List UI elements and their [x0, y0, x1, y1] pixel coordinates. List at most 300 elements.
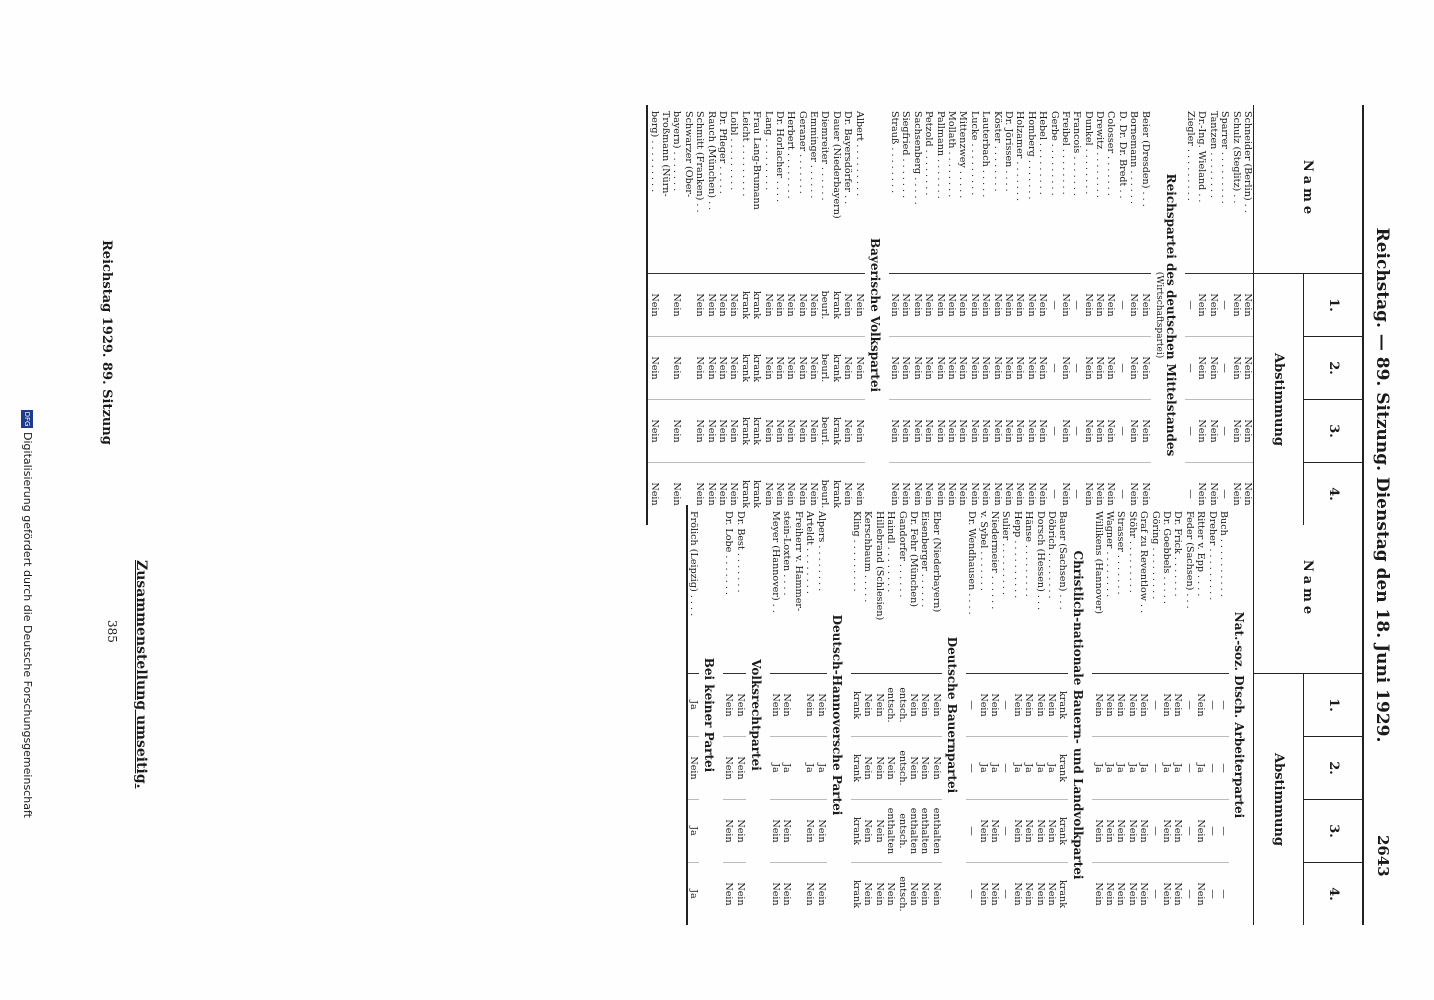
vote-cell: krank: [739, 479, 751, 509]
vote-cell: Nein: [1003, 337, 1014, 400]
vote-cell: Nein: [842, 482, 854, 506]
vote-cell: Nein: [1060, 400, 1071, 463]
vote-cell: —: [1183, 800, 1194, 863]
vote-cell: Nein: [908, 882, 920, 906]
vote-cell: —: [1218, 737, 1229, 800]
vote-cell: —: [1116, 274, 1127, 337]
vote-cell: Nein: [1138, 882, 1150, 906]
vote-cell: Nein: [853, 337, 864, 400]
member-name: Dunkel . . . . . . . .: [1082, 105, 1093, 274]
left-table-body: [648, 105, 1253, 525]
vote-cell: Nein: [717, 337, 728, 400]
vote-cell: Nein: [911, 274, 922, 337]
table-row: [1094, 105, 1105, 525]
vote-cell: —: [1183, 889, 1195, 899]
table-row: [1025, 105, 1036, 525]
vote-cell: Nein: [1037, 400, 1048, 463]
vote-cell: Nein: [1092, 674, 1103, 737]
vote-cell: [682, 337, 693, 400]
vote-cell: Nein: [804, 800, 815, 863]
vote-cell: Nein: [728, 482, 740, 506]
vote-cell: Nein: [774, 400, 785, 463]
table-row: [919, 505, 930, 925]
vote-cell: —: [1183, 737, 1194, 800]
vote-cell: Nein: [815, 800, 826, 863]
vote-cell: —: [1206, 889, 1218, 899]
vote-number: 1.: [1304, 274, 1362, 337]
vote-cell: Ja: [1034, 737, 1045, 800]
vote-cell: —: [1116, 337, 1127, 400]
vote-cell: Nein: [723, 737, 734, 800]
vote-cell: Nein: [923, 337, 934, 400]
table-row: [946, 105, 957, 525]
vote-cell: Ja: [1161, 737, 1172, 800]
vote-cell: Nein: [1014, 337, 1025, 400]
vote-cell: krank: [739, 400, 750, 463]
member-name: Diemreiter . . . . . .: [819, 105, 830, 274]
table-row: [1195, 505, 1206, 925]
vote-cell: Nein: [1104, 674, 1115, 737]
table-row: [734, 505, 745, 925]
vote-cell: Nein: [1023, 882, 1035, 906]
vote-cell: krank: [739, 274, 750, 337]
vote-cell: beurl.: [819, 479, 831, 509]
vote-cell: Nein: [842, 400, 853, 463]
vote-cell: Ja: [688, 800, 699, 863]
vote-cell: Nein: [808, 482, 820, 506]
vote-cell: —: [1000, 800, 1011, 863]
vote-cell: Nein: [968, 274, 979, 337]
member-name: Tantzen . . . . . . . .: [1207, 105, 1218, 274]
vote-cell: [682, 400, 693, 463]
vote-cell: Nein: [1128, 337, 1139, 400]
member-name: stein-Loxten . . . .: [781, 505, 792, 674]
vote-cell: Nein: [785, 274, 796, 337]
vote-cell: Nein: [1014, 274, 1025, 337]
vote-cell: Nein: [923, 482, 935, 506]
table-row: [688, 505, 699, 925]
vote-cell: Nein: [1139, 400, 1150, 463]
vote-cell: Nein: [785, 482, 797, 506]
vote-cell: Nein: [1105, 274, 1116, 337]
vote-cell: —: [1206, 737, 1217, 800]
vote-cell: Nein: [946, 482, 958, 506]
vote-cell: Nein: [1139, 482, 1151, 506]
member-name: Homberg . . . . . . .: [1025, 105, 1036, 274]
vote-cell: Nein: [716, 482, 728, 506]
vote-cell: Nein: [762, 400, 773, 463]
vote-cell: Nein: [1003, 400, 1014, 463]
vote-cell: Nein: [853, 400, 864, 463]
party-heading: Reichspartei des deutschen Mittelstandes: [1163, 173, 1178, 457]
table-row: [1003, 105, 1014, 525]
vote-cell: Nein: [796, 400, 807, 463]
table-row: [980, 105, 991, 525]
vote-cell: Nein: [1104, 882, 1116, 906]
vote-cell: krank: [851, 879, 863, 909]
party-heading: Bei keiner Partei: [701, 657, 716, 773]
vote-cell: entsch.: [896, 737, 907, 800]
vote-cell: Nein: [1196, 337, 1207, 400]
page-number: 2643: [1374, 835, 1392, 877]
vote-cell: [793, 800, 804, 863]
vote-cell: —: [966, 674, 977, 737]
vote-cell: Nein: [946, 337, 957, 400]
table-row: [1139, 105, 1150, 525]
vote-cell: Nein: [808, 337, 819, 400]
vote-cell: Nein: [991, 482, 1003, 506]
vote-cell: Nein: [889, 274, 900, 337]
table-row: [831, 105, 842, 525]
member-name: v. Sybel . . . . . . .: [977, 505, 988, 674]
vote-cell: Nein: [762, 482, 774, 506]
vote-cell: Nein: [671, 482, 683, 506]
vote-cell: —: [1048, 400, 1059, 463]
vote-cell: Nein: [1242, 482, 1253, 506]
member-name: Köster . . . . . . . .: [991, 105, 1002, 274]
vote-cell: Nein: [853, 274, 864, 337]
vote-cell: Nein: [1011, 882, 1023, 906]
vote-cell: Nein: [1126, 800, 1137, 863]
table-row: [1082, 105, 1093, 525]
vote-cell: Nein: [694, 337, 705, 400]
vote-cell: Nein: [1023, 674, 1034, 737]
member-name: Schulz (Steglitz) . .: [1230, 105, 1241, 274]
vote-cell: Nein: [728, 337, 739, 400]
table-row: [1115, 505, 1126, 925]
member-name: Rauch (München) . .: [705, 105, 716, 274]
vote-numbers: [1303, 674, 1362, 925]
member-name: Kling . . . . . . . . .: [851, 505, 862, 674]
vote-cell: Nein: [1025, 274, 1036, 337]
table-row: [1011, 505, 1022, 925]
vote-cell: Nein: [862, 800, 873, 863]
table-row: [1023, 505, 1034, 925]
vote-cell: Nein: [957, 274, 968, 337]
vote-cell: —: [966, 889, 978, 899]
vote-cell: Nein: [911, 482, 923, 506]
vote-cell: —: [1071, 489, 1083, 499]
vote-cell: Ja: [770, 737, 781, 800]
left-column: [646, 105, 1364, 525]
table-row: [660, 105, 671, 525]
vote-cell: Nein: [815, 674, 826, 737]
vote-cell: Nein: [1196, 274, 1207, 337]
member-name: Dr. Frick . . . . . . .: [1172, 505, 1183, 674]
vote-cell: krank: [751, 274, 762, 337]
vote-cell: Nein: [946, 274, 957, 337]
vote-cell: Nein: [1082, 337, 1093, 400]
vote-cell: Nein: [873, 737, 884, 800]
member-name: Sulier . . . . . . . . .: [1000, 505, 1011, 674]
vote-cell: [793, 674, 804, 737]
vote-cell: Nein: [1196, 482, 1208, 506]
vote-number: 3.: [1304, 800, 1362, 863]
table-row: [671, 105, 682, 525]
member-name: Bauer (Sachsen) . . .: [1057, 505, 1068, 674]
vote-cell: Nein: [1060, 274, 1071, 337]
member-name: Haindl . . . . . . . .: [885, 505, 896, 674]
vote-cell: Nein: [1060, 337, 1071, 400]
vote-cell: Nein: [1094, 400, 1105, 463]
vote-cell: Nein: [762, 337, 773, 400]
vote-cell: Nein: [648, 482, 660, 506]
vote-cell: Nein: [911, 400, 922, 463]
table-row: [966, 505, 977, 925]
table-row: [889, 105, 900, 525]
vote-cell: krank: [739, 337, 750, 400]
vote-cell: Nein: [1002, 482, 1014, 506]
vote-cell: —: [1116, 489, 1128, 499]
vote-cell: Nein: [1128, 482, 1140, 506]
table-row: [739, 105, 750, 525]
table-row: [957, 105, 968, 525]
member-name: Petzold . . . . . . . .: [923, 105, 934, 274]
member-name: Holzamer . . . . . . .: [1014, 105, 1025, 274]
vote-cell: Nein: [957, 482, 969, 506]
vote-cell: —: [1149, 889, 1161, 899]
table-row: [819, 105, 830, 525]
table-row: [908, 505, 919, 925]
member-name: Herbert . . . . . . . .: [785, 105, 796, 274]
vote-cell: Nein: [853, 482, 865, 506]
vote-cell: —: [1071, 274, 1082, 337]
table-row: [1242, 105, 1253, 525]
vote-cell: Nein: [1082, 274, 1093, 337]
vote-cell: Nein: [988, 882, 1000, 906]
member-name: Eber (Niederbayern): [930, 505, 941, 674]
vote-number: 3.: [1304, 400, 1362, 463]
table-row: [930, 505, 941, 925]
vote-cell: Nein: [900, 274, 911, 337]
vote-cell: Nein: [671, 337, 682, 400]
member-name: Wagner . . . . . . . .: [1104, 505, 1115, 674]
vote-cell: Nein: [808, 400, 819, 463]
vote-number: 2.: [1304, 337, 1362, 400]
vote-cell: —: [1149, 674, 1160, 737]
member-name: Stöhr . . . . . . . . .: [1126, 505, 1137, 674]
vote-cell: —: [1219, 337, 1230, 400]
vote-cell: Nein: [694, 274, 705, 337]
vote-number: 4.: [1326, 887, 1341, 901]
table-row: [896, 505, 907, 925]
vote-cell: Nein: [1196, 400, 1207, 463]
vote-cell: Nein: [1025, 400, 1036, 463]
vote-cell: Nein: [908, 674, 919, 737]
vote-cell: Nein: [919, 674, 930, 737]
vote-cell: —: [1116, 400, 1127, 463]
vote-cell: Nein: [1195, 800, 1206, 863]
vote-cell: Nein: [957, 400, 968, 463]
vote-cell: Nein: [862, 737, 873, 800]
vote-cell: krank: [851, 737, 862, 800]
vote-cell: Nein: [1126, 674, 1137, 737]
vote-cell: Nein: [705, 274, 716, 337]
vote-cell: Nein: [1037, 482, 1049, 506]
member-name: Frau Lang-Brumann: [751, 105, 762, 274]
member-name: Feder (Sachsen) . . .: [1183, 505, 1194, 674]
member-name: Dr. Pfleger . . . . .: [717, 105, 728, 274]
table-row: [785, 105, 796, 525]
vote-number: 2.: [1304, 737, 1362, 800]
vote-cell: Nein: [1094, 482, 1106, 506]
table-row: [808, 105, 819, 525]
member-name: Dr. Horlacher . . . .: [774, 105, 785, 274]
vote-cell: entsch.: [896, 876, 908, 912]
table-row: [1183, 505, 1194, 925]
vote-cell: Nein: [694, 482, 706, 506]
vote-cell: —: [1149, 800, 1160, 863]
footer-page-number: 385: [105, 620, 119, 643]
table-row: [1185, 105, 1196, 525]
vote-cell: Nein: [977, 800, 988, 863]
table-row: [682, 105, 693, 525]
vote-cell: entsch.: [896, 674, 907, 737]
vote-cell: Nein: [1207, 400, 1218, 463]
table-row: [851, 505, 862, 925]
right-column: [686, 505, 1364, 925]
vote-cell: enthalten: [885, 800, 896, 863]
vote-cell: —: [966, 737, 977, 800]
member-name: Willikens (Hannover): [1092, 505, 1103, 674]
vote-cell: Nein: [934, 274, 945, 337]
vote-cell: Nein: [957, 337, 968, 400]
vote-cell: Ja: [687, 889, 699, 899]
table-row: [648, 105, 659, 525]
vote-cell: Nein: [968, 482, 980, 506]
vote-cell: krank: [1057, 737, 1068, 800]
table-row: [804, 505, 815, 925]
vote-cell: Nein: [648, 274, 659, 337]
vote-cell: Nein: [723, 674, 734, 737]
vote-cell: [660, 274, 671, 337]
vote-cell: Ja: [989, 737, 1000, 800]
vote-cell: Nein: [980, 482, 992, 506]
table-row: [796, 105, 807, 525]
member-name: Dreher . . . . . . . . .: [1206, 505, 1217, 674]
table-row: [842, 105, 853, 525]
vote-cell: Nein: [1082, 400, 1093, 463]
vote-cell: Nein: [873, 800, 884, 863]
table-row: [728, 105, 739, 525]
vote-cell: krank: [751, 479, 763, 509]
vote-cell: Ja: [1023, 737, 1034, 800]
vote-cell: Nein: [873, 674, 884, 737]
vote-cell: Nein: [980, 400, 991, 463]
vote-cell: Nein: [1014, 482, 1026, 506]
party-heading: Nat.-soz. Dtsch. Arbeiterpartei: [1232, 611, 1246, 819]
vote-cell: Ja: [688, 674, 699, 737]
member-name: D. Dr. Dr. Bredt . .: [1116, 105, 1127, 274]
member-name: Dauer (Niederbayern): [831, 105, 842, 274]
vote-cell: —: [1218, 889, 1229, 899]
table-row: [1206, 505, 1217, 925]
member-name: berg) . . . . . . . . .: [648, 105, 659, 274]
table-header: [1253, 105, 1362, 525]
vote-cell: —: [1048, 337, 1059, 400]
vote-cell: Nein: [934, 400, 945, 463]
member-name: Sparrer . . . . . . . . .: [1219, 105, 1230, 274]
table-row: [774, 105, 785, 525]
member-name: Graf zu Reventlow . .: [1138, 505, 1149, 674]
vote-cell: —: [1185, 489, 1197, 499]
vote-cell: Ja: [1046, 737, 1057, 800]
member-name: Hänse . . . . . . . . .: [1023, 505, 1034, 674]
vote-cell: Nein: [1105, 400, 1116, 463]
vote-cell: krank: [831, 274, 842, 337]
vote-cell: Ja: [1115, 737, 1126, 800]
vote-cell: Nein: [1003, 274, 1014, 337]
vote-cell: Nein: [1230, 400, 1241, 463]
vote-cell: Nein: [1045, 882, 1057, 906]
member-name: Ritter v. Epp . . . .: [1195, 505, 1206, 674]
table-row: [1196, 105, 1207, 525]
vote-cell: Nein: [734, 882, 746, 906]
member-name: Schwarzer (Ober-: [682, 105, 693, 274]
vote-cell: Nein: [1092, 800, 1103, 863]
table-row: [1149, 505, 1160, 925]
vote-cell: —: [1185, 337, 1196, 400]
vote-cell: —: [1000, 737, 1011, 800]
member-name: Hillebrand (Schlesien): [873, 505, 884, 674]
vote-cell: —: [1219, 400, 1230, 463]
vote-cell: Nein: [1034, 882, 1046, 906]
vote-cell: —: [1183, 674, 1194, 737]
vote-cell: Nein: [977, 882, 989, 906]
member-name: Loibl . . . . . . . . .: [728, 105, 739, 274]
vote-cell: Nein: [770, 882, 782, 906]
vote-cell: Nein: [785, 400, 796, 463]
member-name: Mollath . . . . . . . .: [946, 105, 957, 274]
member-name: Bornemann . . . . . .: [1128, 105, 1139, 274]
party-heading: Deutsche Bauernpartei: [944, 636, 959, 794]
vote-cell: [660, 400, 671, 463]
vote-cell: Nein: [1138, 674, 1149, 737]
vote-cell: —: [1149, 737, 1160, 800]
vote-cell: Nein: [1207, 274, 1218, 337]
table-row: [900, 105, 911, 525]
vote-cell: Nein: [1230, 337, 1241, 400]
vote-cell: —: [1206, 800, 1217, 863]
table-row: [1105, 105, 1116, 525]
vote-cell: [793, 737, 804, 800]
vote-number: 4.: [1326, 487, 1341, 501]
vote-cell: Nein: [934, 482, 946, 506]
vote-cell: Nein: [1115, 674, 1126, 737]
vote-cell: entsch.: [885, 674, 896, 737]
vote-cell: Nein: [991, 400, 1002, 463]
member-name: bayern) . . . . . . .: [671, 105, 682, 274]
table-row: [1034, 505, 1045, 925]
vote-cell: Nein: [842, 337, 853, 400]
table-row: [1104, 505, 1115, 925]
member-name: Colosser . . . . . . .: [1105, 105, 1116, 274]
member-name: Pallmann . . . . . . .: [934, 105, 945, 274]
name-header: Name: [1254, 105, 1362, 274]
vote-cell: Ja: [804, 737, 815, 800]
vote-cell: Nein: [1011, 800, 1022, 863]
table-row: [1128, 105, 1139, 525]
member-name: Strauß . . . . . . . .: [889, 105, 900, 274]
member-name: Dr. Wendhausen . . . .: [966, 505, 977, 674]
vote-cell: [660, 337, 671, 400]
vote-cell: beurl.: [819, 274, 830, 337]
vote-cell: Nein: [900, 400, 911, 463]
member-name: Strasser . . . . . . .: [1115, 505, 1126, 674]
table-row: [1219, 105, 1230, 525]
member-name: Frölich (Leipzig) . . . .: [688, 505, 699, 674]
vote-cell: Ja: [977, 737, 988, 800]
